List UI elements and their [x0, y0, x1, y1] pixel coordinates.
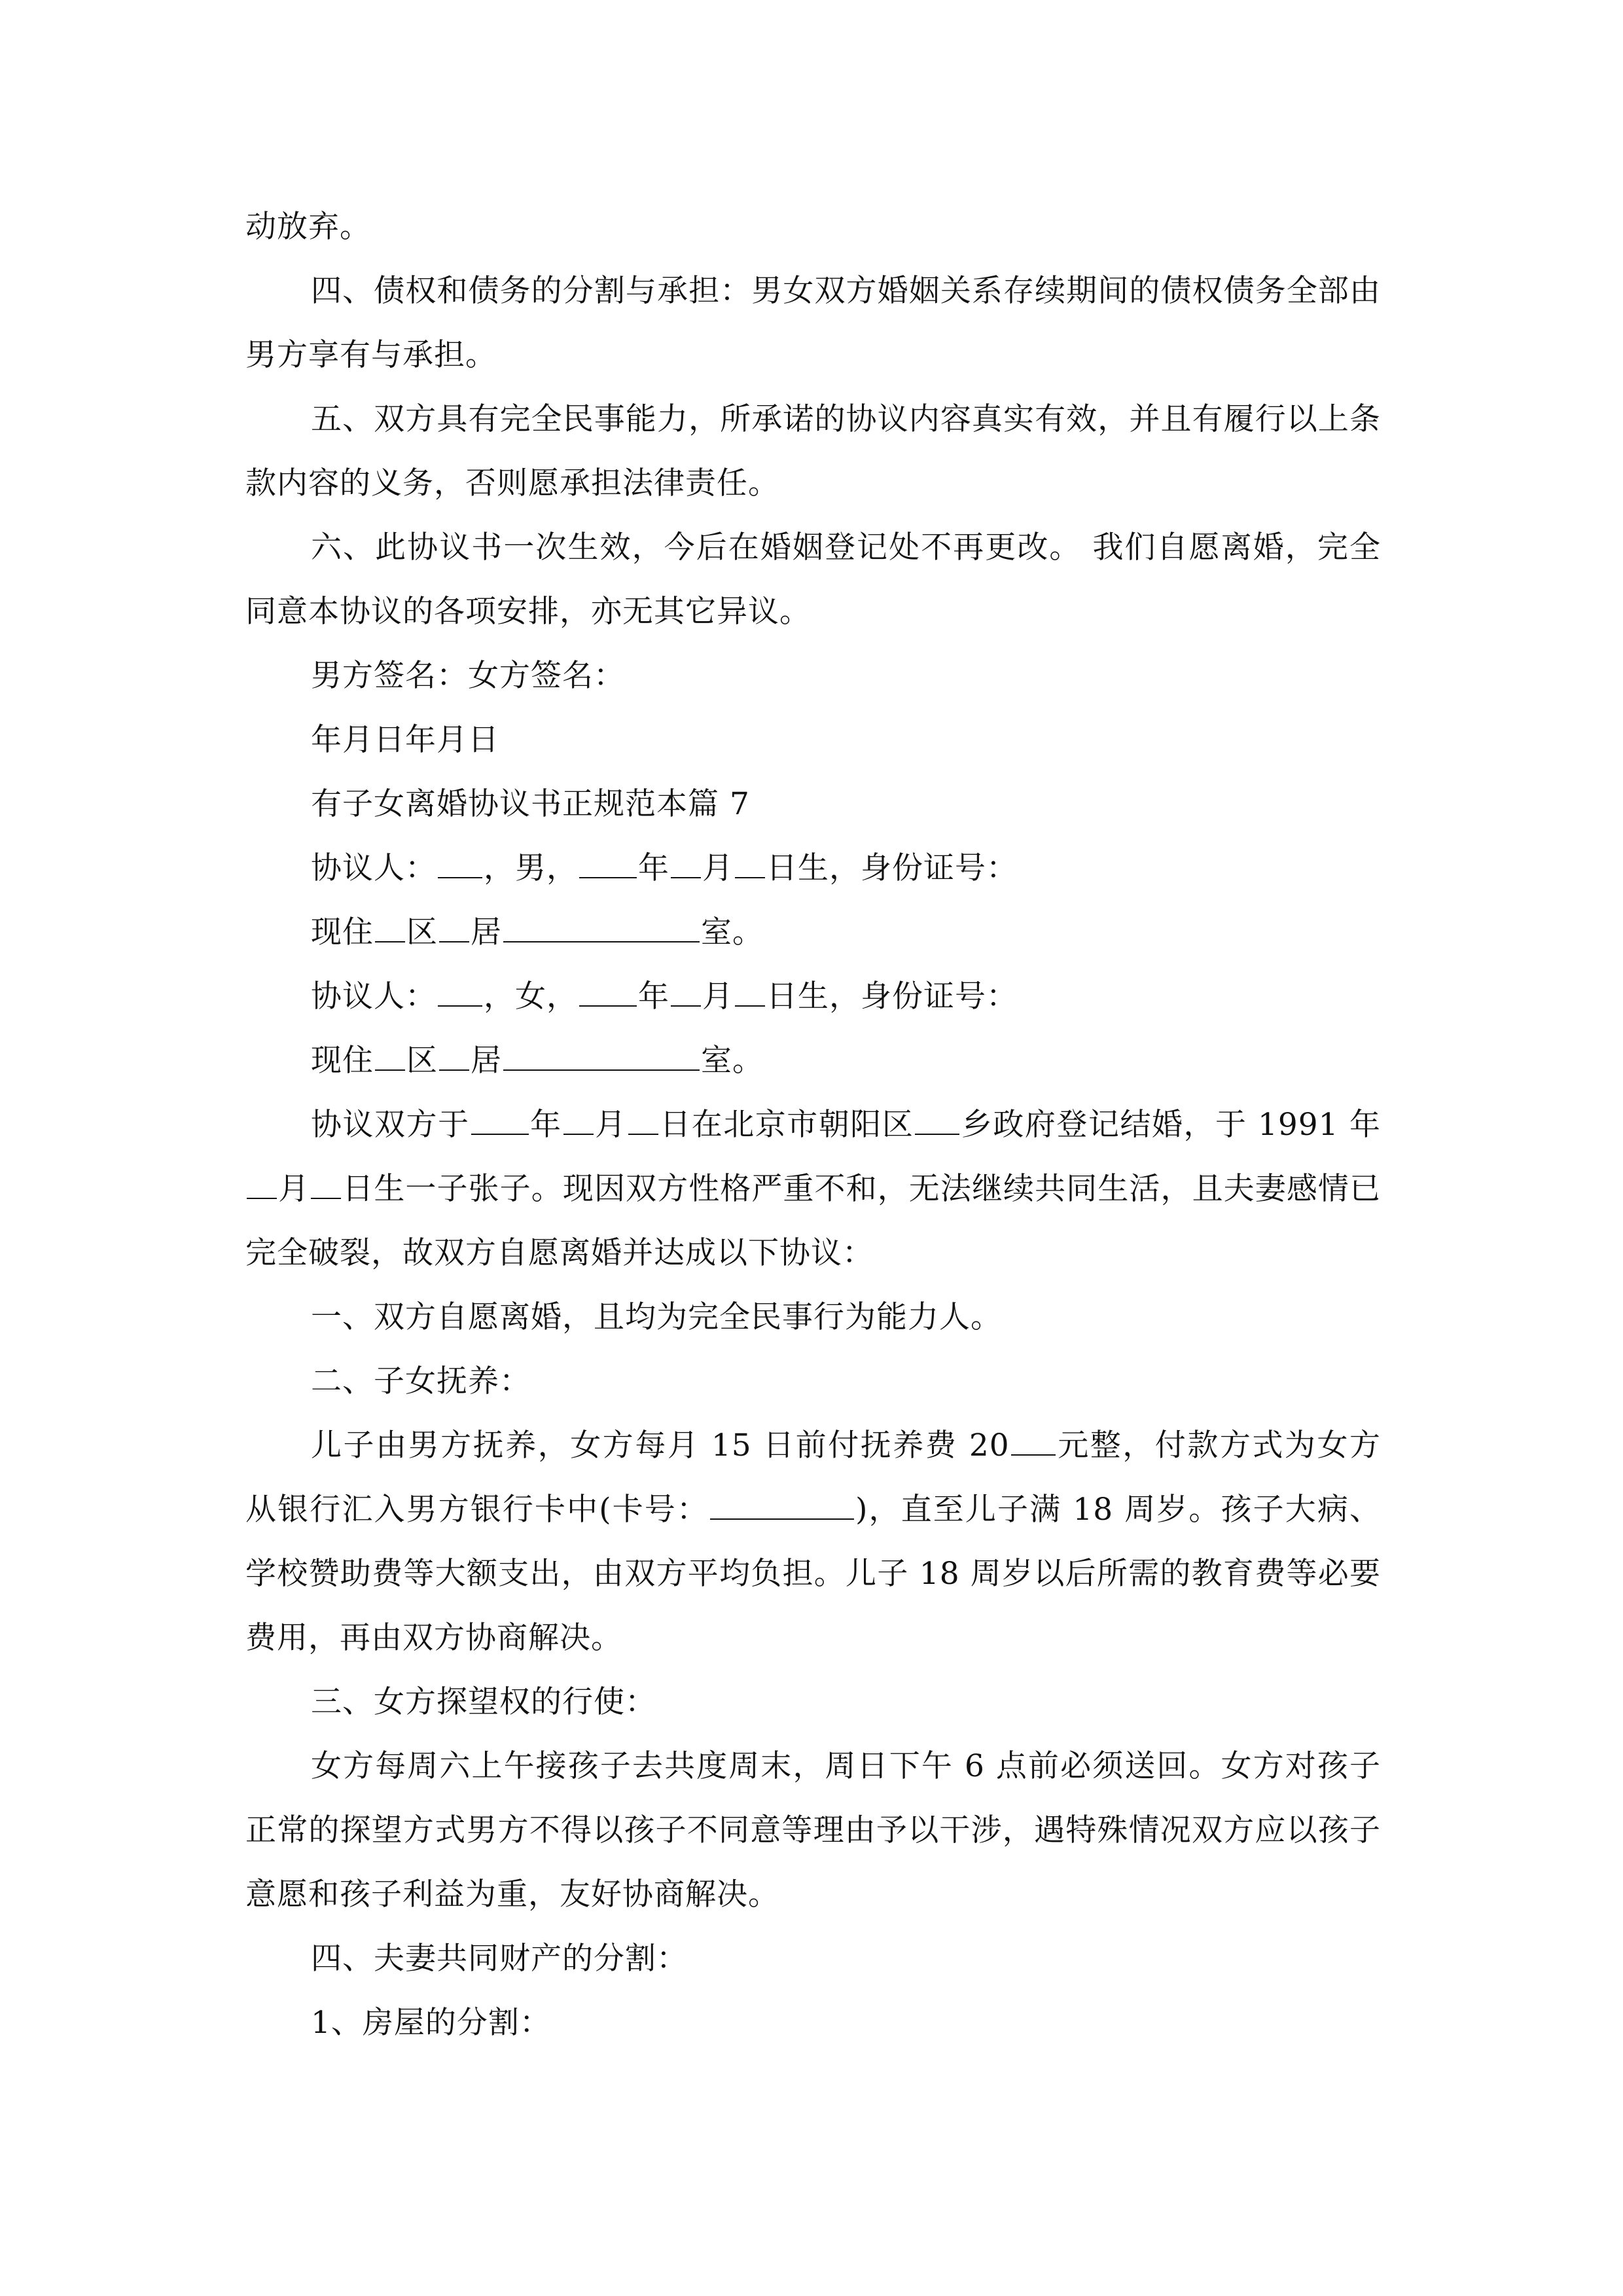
- blank-field: [735, 848, 765, 878]
- blank-field: [503, 1041, 700, 1071]
- signature-line: 男方签名：女方签名：: [311, 658, 625, 694]
- blank-field: [671, 977, 701, 1007]
- blank-field: [563, 1105, 594, 1135]
- blank-field: [439, 1041, 469, 1071]
- clause-capacity: 五、双方具有完全民事能力，所承诺的协议内容真实有效，并且有履行以上条款内容的义务，否则愿承担法律责任。: [245, 401, 1381, 501]
- marriage-paragraph: 协议双方于 年 月 日在北京市朝阳区 乡政府登记结婚，于 1991 年月 日生一子张子。现因双方性格严重不和，无法继续共同生活，且夫妻感情已完全破裂，故双方自愿离婚并达成以下协议：: [245, 1093, 1381, 1285]
- blank-field: [247, 1169, 277, 1199]
- clause-effective: 六、此协议书一次生效，今后在婚姻登记处不再更改。 我们自愿离婚，完全同意本协议的各项安排，亦无其它异议。: [245, 529, 1381, 630]
- date-line: 年月日年月日: [311, 722, 499, 758]
- paragraph-continuation: 动放弃。: [245, 209, 371, 245]
- blank-field: [735, 977, 765, 1007]
- address-line-male: 现住 区 居 室。: [245, 901, 1381, 965]
- heading-property: 四、夫妻共同财产的分割：: [311, 1941, 688, 1977]
- blank-field: [579, 977, 637, 1007]
- blank-field: [375, 1041, 405, 1071]
- blank-field: [311, 1169, 341, 1199]
- blank-field: [439, 912, 469, 942]
- heading-visitation: 三、女方探望权的行使：: [311, 1684, 656, 1720]
- clause-debts: 四、债权和债务的分割与承担：男女双方婚姻关系存续期间的债权债务全部由男方享有与承担。: [245, 273, 1381, 373]
- blank-field: [671, 848, 701, 878]
- blank-field: [628, 1105, 658, 1135]
- clause-voluntary: 一、双方自愿离婚，且均为完全民事行为能力人。: [311, 1299, 1002, 1335]
- child-support-paragraph: 儿子由男方抚养，女方每月 15 日前付抚养费 20 元整，付款方式为女方从银行汇入男方银行卡中(卡号： )，直至儿子满 18 周岁。孩子大病、学校赞助费等大额支出，由双方平均负担。儿子 18 周岁以后所需的教育费等必要费用，再由双方协商解决。: [245, 1414, 1381, 1670]
- visitation-paragraph: 女方每周六上午接孩子去共度周末，周日下午 6 点前必须送回。女方对孩子正常的探望方式男方不得以孩子不同意等理由予以干涉，遇特殊情况双方应以孩子意愿和孩子利益为重，友好协商解决。: [245, 1748, 1381, 1912]
- blank-field: [375, 912, 405, 942]
- blank-field: [471, 1105, 529, 1135]
- blank-field: [503, 912, 700, 942]
- heading-house: 1、房屋的分割：: [311, 2005, 551, 2041]
- address-line-female: 现住 区 居 室。: [245, 1029, 1381, 1093]
- blank-field: [579, 848, 637, 878]
- party-female-line: 协议人： ，女， 年 月 日生，身份证号：: [245, 965, 1381, 1029]
- document-body: [245, 195, 1381, 2055]
- section-title: 有子女离婚协议书正规范本篇 7: [311, 786, 750, 822]
- party-male-line: 协议人： ，男， 年 月 日生，身份证号：: [245, 836, 1381, 901]
- heading-child-support: 二、子女抚养：: [311, 1363, 531, 1399]
- blank-field: [438, 848, 482, 878]
- blank-field: [915, 1105, 959, 1135]
- blank-field: [710, 1490, 854, 1520]
- blank-field: [1011, 1426, 1056, 1456]
- blank-field: [438, 977, 482, 1007]
